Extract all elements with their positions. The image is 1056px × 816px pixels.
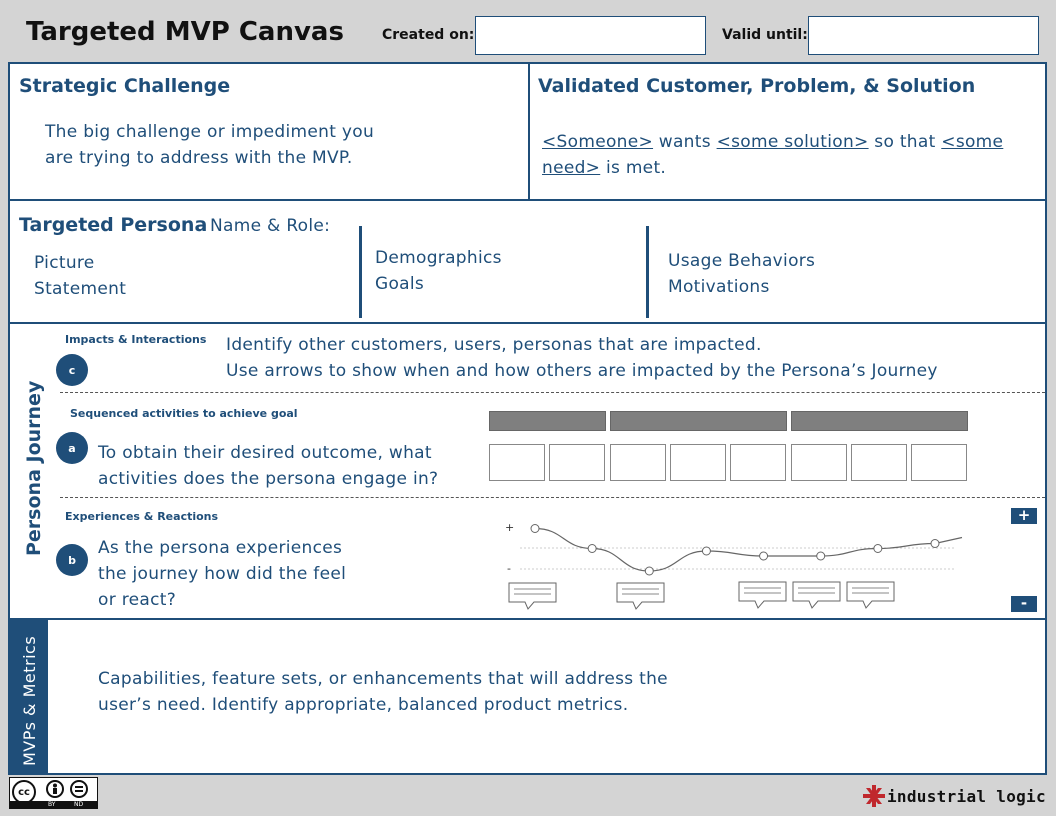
add-experience-button[interactable]: + [1011,508,1037,524]
curve-minus: - [507,562,511,575]
row1-divider [528,64,530,199]
persona-usage-motivations: Usage Behaviors Motivations [668,251,816,297]
targeted-persona-title: Targeted Persona [19,214,208,236]
mvps-metrics-bar [10,620,48,773]
persona-journey-label: Persona Journey [23,380,45,556]
mvps-text: Capabilities, feature sets, or enhancements that will address the user’s need. Identify appropriate, balanced product metrics. [98,669,668,715]
activity-group-1 [489,411,606,431]
activity-box [730,444,786,481]
created-on-label: Created on: [382,27,475,43]
activity-group-3 [791,411,968,431]
experiences-text: As the persona experiences the journey how did the feel or react? [98,538,347,610]
creative-commons-badge [9,777,98,809]
activity-box [851,444,907,481]
activity-group-2 [610,411,787,431]
marker-b: b [56,544,88,576]
experience-point-7 [874,545,882,553]
experience-point-1 [531,525,539,533]
activities-text: To obtain their desired outcome, what activities does the persona engage in? [98,443,439,489]
activity-box [911,444,967,481]
activity-box [489,444,545,481]
validated-statement: <Someone> wants <some solution> so that <some need> is met. [542,132,1004,178]
journey-divider-2 [60,497,1045,498]
experiences-label: Experiences & Reactions [65,510,219,523]
name-role-label: Name & Role: [210,216,331,236]
row1-bottom-line [10,199,1045,201]
cc-icon: cc [12,780,36,804]
strategic-challenge-title: Strategic Challenge [19,75,231,97]
persona-divider-1 [359,226,362,318]
reaction-bubbles [507,581,907,615]
strategic-challenge-text: The big challenge or impediment you are trying to address with the MVP. [45,122,375,168]
mvp-canvas [8,62,1047,775]
experience-point-6 [817,552,825,560]
experience-point-5 [760,552,768,560]
mvps-metrics-label: MVPs & Metrics [20,635,39,766]
activity-box [670,444,726,481]
remove-experience-button[interactable]: - [1011,596,1037,612]
row2-bottom-line [10,322,1045,324]
marker-c: c [56,354,88,386]
experience-point-4 [702,547,710,555]
activity-box [791,444,847,481]
experience-line [535,529,962,572]
created-on-field[interactable] [475,16,706,55]
persona-picture-statement: Picture Statement [34,253,127,299]
valid-until-field[interactable] [808,16,1039,55]
activity-box [549,444,605,481]
journey-divider-1 [60,392,1045,393]
industrial-logic-logo-icon [862,784,886,808]
canvas-title: Targeted MVP Canvas [26,17,344,47]
cc-strip: BY ND [10,801,97,808]
experience-point-8 [931,540,939,548]
experience-point-2 [588,545,596,553]
persona-demographics-goals: Demographics Goals [375,248,502,294]
experience-point-3 [645,567,653,575]
valid-until-label: Valid until: [722,27,808,43]
persona-divider-2 [646,226,649,318]
marker-a: a [56,432,88,464]
validated-title: Validated Customer, Problem, & Solution [538,75,976,97]
attribution-icon [46,780,64,798]
impacts-text: Identify other customers, users, personas that are impacted. Use arrows to show when and how others are impacted by the Persona’s Journey [226,335,938,381]
industrial-logic-logo-text: industrial logic [887,787,1046,806]
no-derivatives-icon [70,780,88,798]
curve-plus: + [505,521,515,534]
activity-box [610,444,666,481]
sequenced-label: Sequenced activities to achieve goal [70,407,298,420]
journey-bottom-line [10,618,1045,620]
impacts-label: Impacts & Interactions [65,333,207,346]
